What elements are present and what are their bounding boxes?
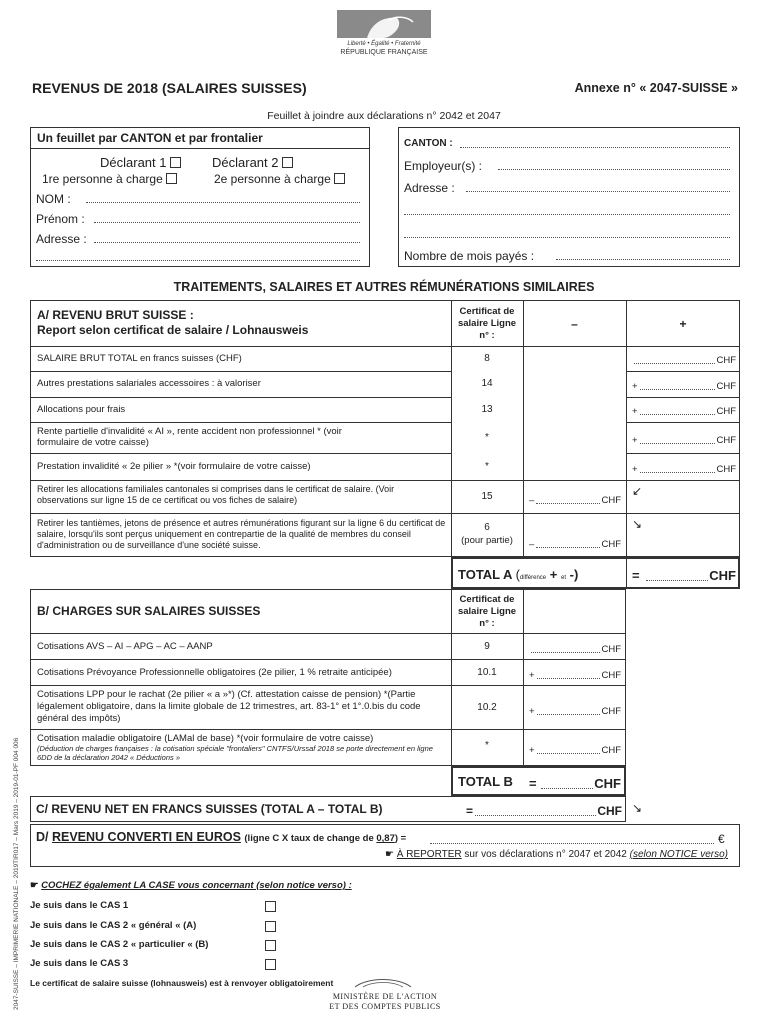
- row-allocations-frais-ligne: 13: [481, 404, 493, 415]
- row-allocations-familiales-ligne: 15: [481, 491, 493, 502]
- row-tantiemes-label: Retirer les tantièmes, jetons de présence et autres rémunérations figurant sur la ligne 6 du certificat de salaire, lorsqu'ils sont perçus uniquement en contrepartie de la qualité de membres du conseil d'administration ou de surveillance d'une société suisse.: [37, 518, 446, 550]
- case-1-label: Je suis dans le CAS 1: [30, 900, 129, 911]
- case-2a-label: Je suis dans le CAS 2 « général « (A): [30, 920, 197, 931]
- row-invalidite-input[interactable]: + CHF: [632, 464, 736, 475]
- case-2b-checkbox[interactable]: [265, 940, 276, 951]
- section-a-subtitle: Report selon certificat de salaire / Lohnausweis: [37, 323, 309, 337]
- row-lpp-label: Cotisations LPP pour le rachat (2e pilier « a »*) (Cf. attestation caisse de pension) *(Partie légalement obligatoire, dans la limite globale de 12 trimestres, art. 83-1° et 1°.0.bis du code général des impôts): [37, 689, 421, 724]
- row-lpp-ligne: 10.2: [477, 702, 497, 713]
- row-allocations-familiales-input[interactable]: – CHF: [529, 495, 621, 506]
- logo-motto: Liberté • Égalité • Fraternité: [347, 41, 421, 47]
- report-note: ☛ À REPORTER sur vos déclarations n° 2047 et 2042 (selon NOTICE verso): [385, 849, 728, 860]
- total-b-label: TOTAL B: [458, 774, 513, 789]
- ministry-emblem-icon: [353, 977, 413, 989]
- employer-adresse-field-2[interactable]: [404, 214, 730, 215]
- section-title: TRAITEMENTS, SALAIRES ET AUTRES RÉMUNÉRATIONS SIMILAIRES: [173, 280, 595, 294]
- annexe-number: Annexe n° « 2047-SUISSE »: [574, 81, 738, 95]
- logo-republique: RÉPUBLIQUE FRANÇAISE: [340, 49, 428, 56]
- adresse-field[interactable]: [94, 242, 360, 243]
- section-d-euro-field[interactable]: [430, 843, 714, 844]
- declarant1-label: Déclarant 1: [100, 155, 167, 170]
- total-b-input[interactable]: = CHF: [529, 776, 621, 791]
- row-lamal-input[interactable]: + CHF: [529, 745, 621, 756]
- section-d-title: D/ REVENU CONVERTI EN EUROS (ligne C X taux de change de 0,87) =: [36, 830, 407, 844]
- footer-note: Le certificat de salaire suisse (lohnausweis) est à renvoyer obligatoirement: [30, 978, 334, 988]
- marianne-icon: [337, 10, 431, 38]
- case-1-checkbox[interactable]: [265, 901, 276, 912]
- personne1-checkbox[interactable]: [166, 173, 177, 184]
- row-tantiemes-note: (pour partie): [461, 535, 513, 546]
- case-2a-checkbox[interactable]: [265, 921, 276, 932]
- pointing-hand-icon: ☛: [30, 880, 39, 891]
- employer-adresse-field-3[interactable]: [404, 237, 730, 238]
- nom-field[interactable]: [86, 202, 360, 203]
- identity-box-title: Un feuillet par CANTON et par frontalier: [37, 131, 263, 145]
- ministry-name: MINISTÈRE DE L'ACTION ET DES COMPTES PUBLICS: [329, 992, 441, 1011]
- republic-logo: [337, 10, 431, 62]
- section-a-col-plus: +: [679, 317, 687, 331]
- row-salaire-brut-ligne: 8: [484, 353, 490, 364]
- row-prevoyance-ligne: 10.1: [477, 667, 497, 678]
- row-lpp-input[interactable]: + CHF: [529, 706, 621, 717]
- page-subtitle: Feuillet à joindre aux déclarations n° 2042 et 2047: [267, 110, 501, 122]
- total-a-input[interactable]: = CHF: [632, 568, 736, 583]
- row-allocations-frais-label: Allocations pour frais: [37, 404, 126, 415]
- declarant2-option[interactable]: [212, 155, 293, 170]
- case-3-label: Je suis dans le CAS 3: [30, 958, 129, 969]
- row-rente-ai-ligne: *: [485, 432, 489, 443]
- personne2-checkbox[interactable]: [334, 173, 345, 184]
- employer-adresse-field[interactable]: [466, 191, 730, 192]
- cases-instruction: ☛ COCHEZ également LA CASE vous concernant (selon notice verso) :: [30, 880, 352, 891]
- row-invalidite-ligne: *: [485, 461, 489, 472]
- canton-label: CANTON :: [404, 138, 453, 149]
- personne2-label: 2e personne à charge: [214, 172, 331, 186]
- row-rente-ai-label: Rente partielle d'invalidité « AI », rente accident non professionnel * (voir formulaire de votre caisse): [37, 426, 342, 448]
- arrow-down-right-icon: ↘: [632, 517, 643, 531]
- declarant1-checkbox[interactable]: [170, 157, 181, 168]
- prenom-field[interactable]: [94, 222, 360, 223]
- declarant2-label: Déclarant 2: [212, 155, 279, 170]
- row-lamal-note: (Déduction de charges françaises : la cotisation spéciale "frontaliers" CNTFS/Urssaf 2018 se porte directement en ligne 6DD de la déclaration 2042 « Déductions »: [37, 744, 433, 762]
- row-prestations-input[interactable]: + CHF: [632, 381, 736, 392]
- declarant1-option[interactable]: [100, 155, 181, 170]
- row-salaire-brut-label: SALAIRE BRUT TOTAL en francs suisses (CHF): [37, 353, 242, 364]
- row-allocations-familiales-label: Retirer les allocations familiales cantonales si comprises dans le certificat de salaire. (Voir observations sur ligne 15 de ce certificat ou vos fiches de salaire): [37, 484, 395, 505]
- arrow-down-right-icon-c: ↘: [632, 801, 643, 815]
- row-tantiemes-ligne: 6: [484, 522, 490, 533]
- row-rente-ai-input[interactable]: + CHF: [632, 435, 736, 446]
- mois-field[interactable]: [556, 259, 730, 260]
- section-a-col-minus: –: [571, 317, 578, 331]
- case-3-checkbox[interactable]: [265, 959, 276, 970]
- adresse-field-2[interactable]: [36, 260, 360, 261]
- row-salaire-brut-input[interactable]: CHF: [632, 350, 736, 366]
- pointing-hand-icon: ☛: [385, 849, 395, 860]
- personne2-option[interactable]: [214, 172, 345, 186]
- row-tantiemes-input[interactable]: – CHF: [529, 539, 621, 550]
- personne1-option[interactable]: [42, 172, 177, 186]
- section-c-title: C/ REVENU NET EN FRANCS SUISSES (TOTAL A – TOTAL B): [36, 802, 383, 816]
- row-allocations-frais-input[interactable]: + CHF: [632, 406, 736, 417]
- case-2b-label: Je suis dans le CAS 2 « particulier « (B): [30, 939, 209, 950]
- employeur-field[interactable]: [498, 169, 730, 170]
- mois-label: Nombre de mois payés :: [404, 249, 535, 263]
- euro-symbol: €: [718, 832, 725, 846]
- prenom-label: Prénom :: [36, 212, 85, 226]
- row-lamal-label: Cotisation maladie obligatoire (LAMal de base) *(voir formulaire de votre caisse): [37, 733, 374, 744]
- section-c-input[interactable]: = CHF: [466, 804, 622, 818]
- nom-label: NOM :: [36, 192, 71, 206]
- page-title: REVENUS DE 2018 (SALAIRES SUISSES): [32, 80, 307, 96]
- section-b-title: B/ CHARGES SUR SALAIRES SUISSES: [37, 604, 261, 618]
- canton-field[interactable]: [460, 147, 730, 148]
- section-a-title: A/ REVENU BRUT SUISSE :: [37, 308, 194, 322]
- row-lamal-ligne: *: [485, 740, 489, 751]
- declarant2-checkbox[interactable]: [282, 157, 293, 168]
- section-a-col-cert: Certificat de salaire Ligne n° :: [457, 306, 517, 341]
- personne1-label: 1re personne à charge: [42, 172, 163, 186]
- row-prevoyance-input[interactable]: + CHF: [529, 670, 621, 681]
- row-prestations-ligne: 14: [481, 378, 493, 389]
- adresse-label: Adresse :: [36, 232, 87, 246]
- arrow-down-left-icon: ↙: [632, 484, 643, 498]
- row-avs-label: Cotisations AVS – AI – APG – AC – AANP: [37, 641, 213, 652]
- row-avs-ligne: 9: [484, 641, 490, 652]
- section-b-col-cert: Certificat de salaire Ligne n° :: [457, 594, 517, 629]
- row-avs-input[interactable]: CHF: [529, 639, 621, 655]
- row-prestations-label: Autres prestations salariales accessoires : à valoriser: [37, 378, 261, 389]
- total-a-label: TOTAL A (différence + et -): [458, 567, 579, 582]
- side-print-reference: 2047-SUISSE – IMPRIMERIE NATIONALE – 2019TIR017 – Mars 2019 – 2019-01-PF 004 006: [13, 737, 20, 1010]
- row-prevoyance-label: Cotisations Prévoyance Professionnelle obligatoires (2e pilier, 1 % retraite anticipée): [37, 667, 392, 678]
- row-invalidite-label: Prestation invalidité « 2e pilier » *(voir formulaire de votre caisse): [37, 461, 311, 472]
- employeur-label: Employeur(s) :: [404, 159, 483, 173]
- employer-adresse-label: Adresse :: [404, 181, 455, 195]
